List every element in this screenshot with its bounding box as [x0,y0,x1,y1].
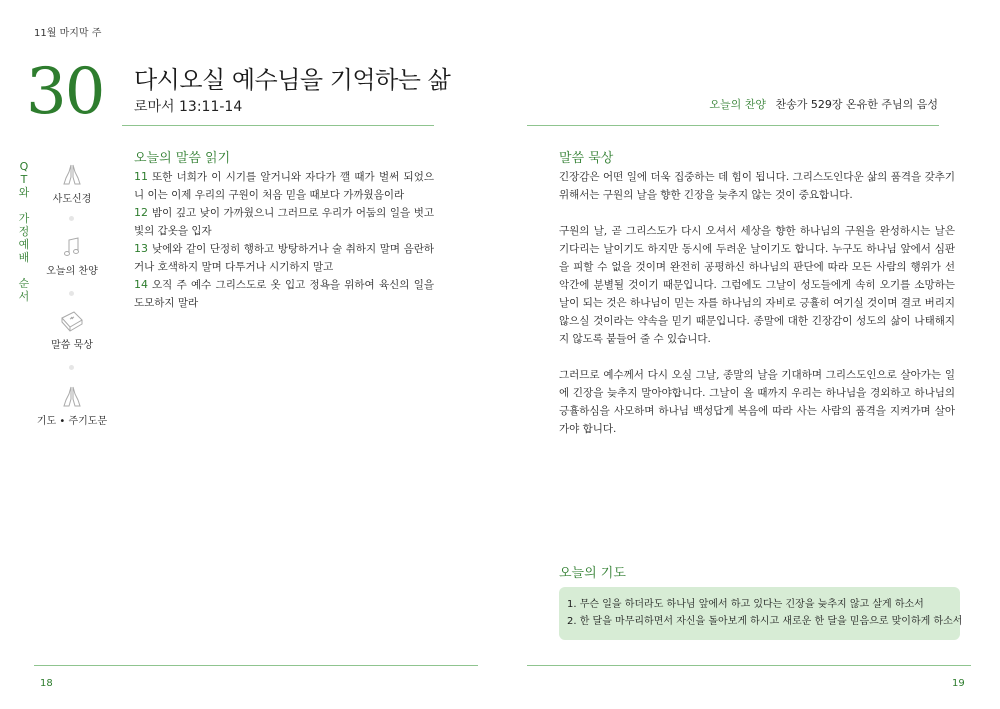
music-note-icon [58,234,86,260]
verse-text: 밤이 깊고 낮이 가까웠으니 그러므로 우리가 어둠의 일을 벗고 빛의 갑옷을 입자 [134,207,434,237]
header-rule-left [122,125,434,126]
verse [134,276,434,312]
prayer-box [559,587,963,640]
praying-hands-icon [58,384,86,410]
nav-item-apostles-creed [28,162,116,205]
prayer-item: 1. 무슨 일을 하더라도 하나님 앞에서 하고 있다는 긴장을 늦추지 않고 살게 하소서 [567,599,924,610]
scripture-reference: 로마서 13:11-14 [134,99,243,115]
hymn-text: 찬송가 529장 온유한 주님의 음성 [775,98,938,111]
meditation-heading: 말씀 묵상 [559,151,614,166]
meditation-paragraph: 그러므로 예수께서 다시 오실 그날, 종말의 날을 기대하며 그리스도인으로 살아가는 일에 긴장을 늦추지 말아야합니다. 그날이 올 때까지 우리는 하나님을 경외하고 하나님의 긍휼하심을 사모하며 하나님 백성답게 복음에 따라 사는 사람의 품격을 지켜가며 살아가야 합니다. [559,369,955,435]
reading-heading: 오늘의 말씀 읽기 [134,151,231,166]
verse-number: 11 [134,170,148,183]
todays-hymn [709,96,938,112]
verse-number: 14 [134,278,148,291]
footer-rule-right [527,665,971,666]
praying-hands-icon [58,162,86,188]
nav-item-todays-hymn [28,234,116,277]
page-title: 다시오실 예수님을 기억하는 삶 [134,66,451,94]
verse-text: 또한 너희가 이 시기를 알거니와 자다가 깰 때가 벌써 되었으니 이는 이제 우리의 구원이 처음 믿을 때보다 가까웠음이라 [134,171,434,201]
nav-label: 사도신경 [52,194,92,205]
prayer-heading: 오늘의 기도 [559,566,626,581]
footer-rule-left [34,665,478,666]
meditation-paragraph: 긴장감은 어떤 일에 더욱 집중하는 데 힘이 됩니다. 그리스도인다운 삶의 품격을 갖추기 위해서는 구원의 날을 향한 긴장을 늦추지 않는 것이 중요합니다. [559,171,955,201]
verse-text: 낮에와 같이 단정히 행하고 방탕하거나 술 취하지 말며 음란하거나 호색하지 말며 다투거나 시기하지 말고 [134,243,434,273]
verse [134,168,434,204]
meditation-paragraph: 구원의 날, 곧 그리스도가 다시 오셔서 세상을 향한 하나님의 구원을 완성하시는 날은 기다리는 날이기도 하지만 동시에 두려운 날이기도 합니다. 누구도 하나님 앞에서 심판을 피할 수 없을 것이며 완전히 공평하신 하나님의 판단에 따라 모든 사람의 행위가 선악간에 분별될 것이기 때문입니다. 그럼에도 그날이 성도들에게 속히 오기를 소망하는 날이 되는 것은 하나님이 믿는 자를 하나님의 자비로 긍휼히 여기실 것이며 결코 버리지 않으실 것이라는 약속을 믿기 때문입니다. 종말에 대한 긴장감이 성도의 삶이 나태해지지 않도록 붙들어 줄 수 있습니다. [559,225,955,345]
header-rule-right [527,125,939,126]
nav-label: 오늘의 찬양 [46,266,98,277]
hymn-label: 오늘의 찬양 [709,98,766,111]
qt-order-vertical-label: Q T 와 가 정 예 배 순 서 [18,160,30,303]
verse-number: 12 [134,206,148,219]
verse [134,204,434,240]
verse [134,240,434,276]
nav-divider-dot [69,216,74,221]
nav-divider-dot [69,365,74,370]
nav-divider-dot [69,291,74,296]
page-number-left: 18 [40,678,53,689]
day-number: 30 [26,55,104,129]
verse-text: 오직 주 예수 그리스도로 옷 입고 정욕을 위하여 육신의 일을 도모하지 말라 [134,279,434,309]
verse-number: 13 [134,242,148,255]
nav-item-prayer [28,384,116,427]
nav-item-meditation [28,308,116,351]
meditation-text [559,168,955,456]
prayer-item: 2. 한 달을 마무리하면서 자신을 돌아보게 하시고 새로운 한 달을 믿음으로 맞이하게 하소서 [567,616,963,627]
page-number-right: 19 [952,678,965,689]
week-label: 11월 마지막 주 [34,28,102,39]
bible-book-icon [58,308,86,334]
nav-label: 기도 • 주기도문 [36,416,108,427]
scripture-reading [134,168,434,312]
nav-label: 말씀 묵상 [51,340,93,351]
